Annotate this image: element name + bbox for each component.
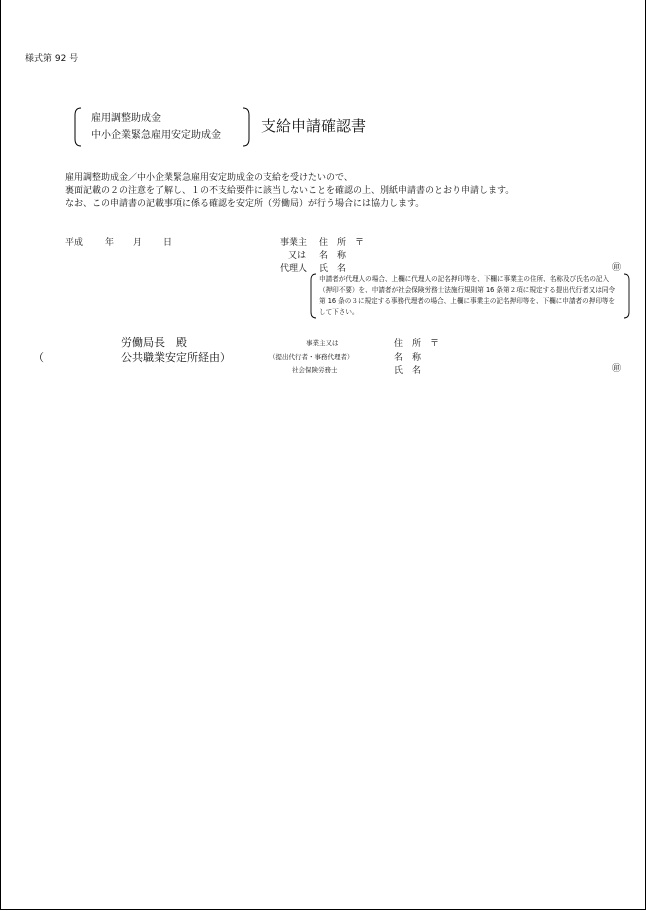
applicant-address-label: 住 所 〒 [319, 238, 365, 248]
addressee-open-paren: （ [33, 351, 44, 364]
date-month: 月 [133, 238, 143, 248]
right-brace-icon [241, 107, 251, 147]
rep-role-2: （提出代行者・事務代理者） [269, 353, 354, 361]
applicant-role-1: 事業主 [280, 238, 308, 248]
title-bracket-line2: 中小企業緊急雇用安定助成金 [91, 130, 221, 141]
rep-role-3: 社会保険労務士 [292, 366, 338, 374]
rep-name-label: 名 称 [394, 353, 422, 363]
body-line-3: なお、この申請書の記載事項に係る確認を安定所（労働局）が行う場合には協力します。 [65, 199, 425, 209]
note-left-brace-icon [309, 273, 317, 319]
document-title: 支給申請確認書 [261, 117, 367, 135]
left-brace-icon [73, 107, 83, 147]
applicant-role-3: 代理人 [280, 264, 308, 274]
date-day: 日 [163, 238, 173, 248]
addressee-line-2: 公共職業安定所経由） [121, 351, 231, 364]
form-number: 様式第 92 号 [25, 54, 79, 64]
applicant-name-label: 名 称 [319, 251, 347, 261]
title-bracket-line1: 雇用調整助成金 [91, 113, 161, 124]
note-right-brace-icon [623, 273, 631, 319]
body-line-1: 雇用調整助成金／中小企業緊急雇用安定助成金の支給を受けたいので、 [65, 173, 353, 183]
body-line-2: 裏面記載の２の注意を了解し、１の不支給要件に該当しないことを確認の上、別紙申請書のとおり申請します。 [65, 186, 515, 196]
applicant-role-2: 又は [288, 251, 307, 261]
applicant-note: 申請者が代理人の場合、上欄に代理人の記名押印等を、下欄に事業主の住所、名称及び氏名の記入（押印不要）を、申請者が社会保険労務士法施行規則第 16 条第２項に規定する提出代行者又は同令第 16 条の３に規定する事務代理者の場合、上欄に事業主の記名押印等を、下欄に申請者の押印等をして下さい。 [319, 275, 616, 316]
date-era: 平成 [65, 238, 84, 248]
date-year: 年 [105, 238, 115, 248]
rep-person-label: 氏 名 [394, 366, 422, 376]
rep-role-1: 事業主又は [306, 339, 339, 347]
rep-address-label: 住 所 〒 [394, 339, 440, 349]
applicant-person-label: 氏 名 [319, 264, 347, 274]
seal-mark-icon: ㊞ [612, 263, 622, 273]
rep-seal-mark-icon: ㊞ [612, 364, 622, 374]
addressee-line-1: 労働局長 殿 [121, 336, 187, 349]
